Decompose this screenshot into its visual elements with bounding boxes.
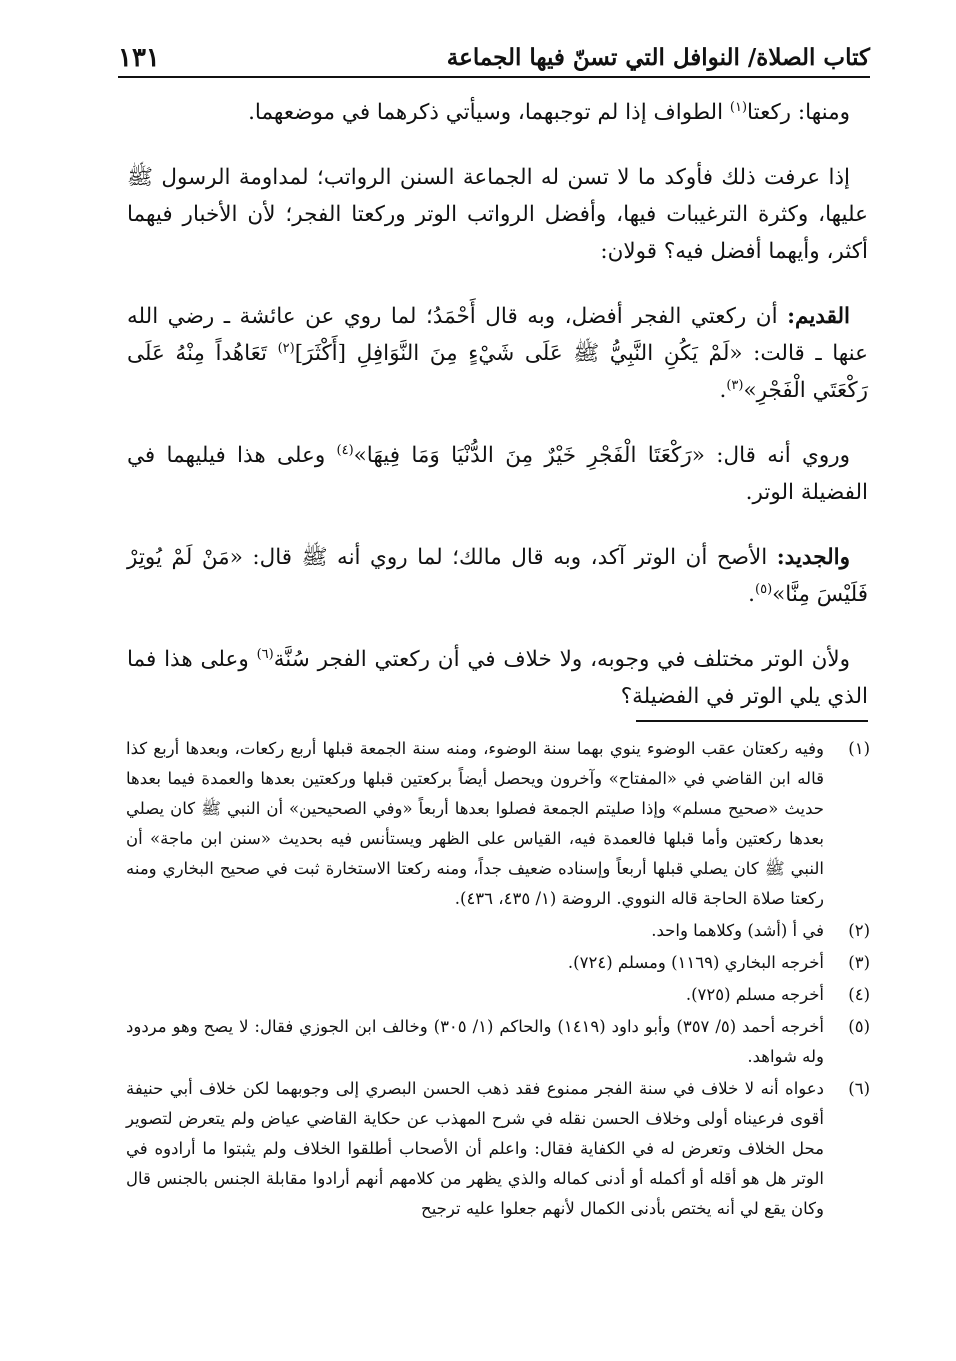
footnote-ref-3: (٣) [726,377,744,393]
footnote-number: (٥) [848,1017,870,1036]
footnote-number: (٦) [848,1079,870,1098]
footnote-number: (٢) [848,921,870,940]
footnote-1 [126,734,870,914]
footnote-separator [636,720,868,722]
term-jadid: والجديد: [776,545,850,570]
text-segment: وروي أنه قال: «رَكْعَتَا الْفَجْرِ خَيْرٌ مِنَ الدُّنْيَا وَمَا فِيهَا» [353,443,850,468]
text-segment: الأصح أن الوتر آكد، وبه قال مالك؛ لما روي أنه ﷺ قال: «مَنْ لَمْ يُوتِرْ فَلَيْسَ مِنَّا» [127,545,868,607]
text-segment: الطواف إذا لم توجبهما، وسيأتي ذكرهما في موضعهما. [248,100,730,125]
footnote-ref-5: (٥) [755,581,773,597]
paragraph-1 [127,94,868,131]
main-text [127,94,868,743]
footnote-3 [126,948,870,978]
paragraph-3 [127,298,868,409]
text-segment: تَعَاهُداً مِنْهُ عَلَى رَكْعَتَي الْفَجْرِ» [127,341,868,403]
paragraph-2: إذا عرفت ذلك فأوكد ما لا تسن له الجماعة السنن الرواتب؛ لمداومة الرسول ﷺ عليها، وكثرة الترغيبات فيها، وأفضل الرواتب الوتر وركعتا الفجر؛ لأن الأخبار فيهما أكثر، وأيهما أفضل فيه؟ قولان: [127,165,868,264]
footnote-4 [126,980,870,1010]
page-number: ١٣١ [118,43,160,73]
footnote-ref-2: (٢) [277,340,295,356]
footnote-text: أخرجه مسلم (٧٢٥). [685,985,824,1004]
footnote-2 [126,916,870,946]
paragraph-4 [127,437,868,511]
paragraph-6 [127,641,868,715]
paragraph-5 [127,539,868,613]
header-title: كتاب الصلاة/ النوافل التي تسنّ فيها الجماعة [446,44,870,71]
footnote-text: دعواه أنه لا خلاف في سنة الفجر ممنوع فقد ذهب الحسن البصري إلى وجوبهما لكن خلاف أبي حنيفة أقوى فرعيناه أولى وخلاف الحسن نقله في شرح المهذب عن حكاية القاضي عياض ولم يتعرض لتصوير محل الخلاف وتعرض له في الكفاية فقال: واعلم أن الأصحاب أطلقوا الخلاف ولم يثبتوا ما أرادوه في الوتر هل هو أقله أو أكمله أو أدنى كماله والذي يظهر من كلامهم أنهم أرادوا مقابلة الجنس بالجنس قال وكان يقع لي أنه يختص بأدنى الكمال لأنهم جعلوا عليه ترجيح [126,1079,824,1218]
term-qadim: القديم: [787,304,850,329]
text-segment: وعلى هذا فما الذي يلي الوتر في الفضيلة؟ [127,647,868,709]
footnote-ref-4: (٤) [336,442,354,458]
text-segment: . [748,582,756,607]
text-segment: أن ركعتي الفجر أفضل، وبه قال أَحْمَدُ؛ لما روي عن عائشة ـ رضي الله عنها ـ قالت: «لَمْ يَكُنِ النَّبِيُّ ﷺ عَلَى شَيْءٍ مِنَ النَّوَافِلِ [أَكْثَرَ] [127,304,868,366]
footnote-text: وفيه ركعتان عقب الوضوء ينوي بهما سنة الوضوء، ومنه سنة الجمعة قبلها أربع ركعات، وبعدها أربع كذا قاله ابن القاضي في «المفتاح» وآخرون ويحصل أيضاً بركعتين قبلها وركعتين بعدها والعمدة فيما بعدها حديث «صحيح مسلم» وإذا صليتم الجمعة فصلوا بعدها أربعاً «وفي الصحيحين» أن النبي ﷺ كان يصلي بعدها ركعتين وأما قبلها فالعمدة فيه، القياس على الظهر ويستأنس فيه بحديث «سنن ابن ماجة» أن النبي ﷺ كان يصلي قبلها أربعاً وإسناده ضعيف جداً، ومنه ركعتا الاستخارة ثبت في صحيح البخاري ومنه ركعتا صلاة الحاجة قاله النووي. الروضة (١/ ٤٣٥، ٤٣٦). [126,739,824,908]
running-header [118,34,870,78]
footnote-number: (١) [848,739,870,758]
footnote-text: أخرجه البخاري (١١٦٩) ومسلم (٧٢٤). [567,953,824,972]
footnote-6 [126,1074,870,1224]
text-segment: وعلى هذا فيليهما في الفضيلة الوتر. [127,443,868,505]
footnote-number: (٣) [848,953,870,972]
text-segment: . [719,378,727,403]
text-segment: ومنها: ركعتا [747,100,850,125]
footnotes [126,734,870,1226]
footnote-text: أخرجه أحمد (٥/ ٣٥٧) وأبو داود (١٤١٩) والحاكم (١/ ٣٠٥) وخالف ابن الجوزي فقال: لا يصح وهو مردود وله شواهد. [126,1017,824,1066]
footnote-text: في أ (أشد) وكلاهما واحد. [651,921,824,940]
footnote-ref-1: (١) [729,99,748,115]
footnote-number: (٤) [848,985,870,1004]
footnote-ref-6: (٦) [256,646,274,662]
text-segment: ولأن الوتر مختلف في وجوبه، ولا خلاف في أن ركعتي الفجر سُنَّة [273,647,850,672]
footnote-5 [126,1012,870,1072]
